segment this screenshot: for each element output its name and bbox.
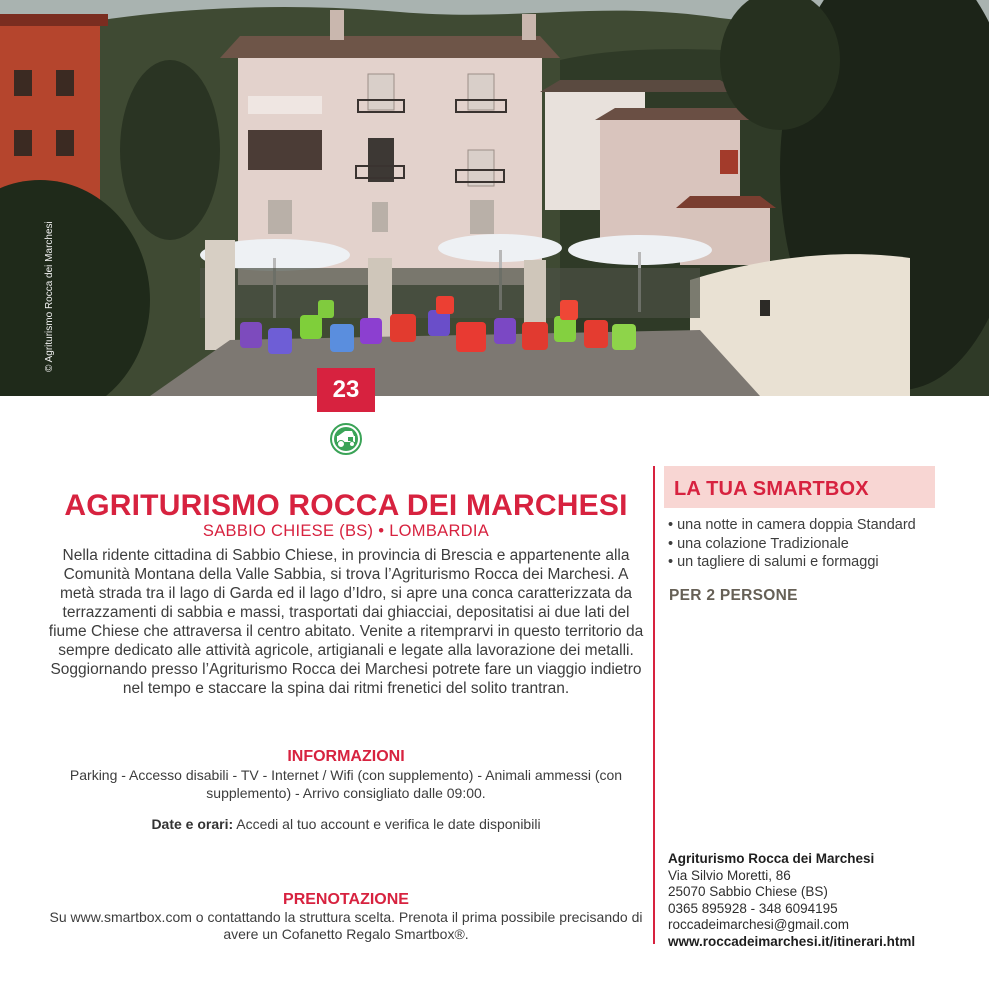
location-subtitle: SABBIO CHIESE (BS) • LOMBARDIA — [202, 522, 490, 540]
photo-agriturismo — [0, 0, 989, 396]
dates-line — [40, 815, 652, 833]
booking-heading: PRENOTAZIONE — [283, 891, 409, 908]
booking-text: Su www.smartbox.com o contattando la struttura scelta. Prenota il prima possibile precisando di avere un Cofanetto Regalo Smartbox®. — [49, 909, 643, 942]
smartbox-heading: LA TUA SMARTBOX — [674, 478, 869, 500]
persons-label: PER 2 PERSONE — [669, 587, 798, 604]
info-text: Parking - Accesso disabili - TV - Internet / Wifi (con supplemento) - Animali ammessi (con supplemento) - Arrivo consigliato dalle 09:00. — [69, 767, 623, 801]
info-section — [40, 748, 652, 833]
smartbox-header — [664, 466, 935, 508]
dates-text: Accedi al tuo account e verifica le date disponibili — [236, 816, 541, 832]
smartbox-items — [668, 516, 968, 572]
info-heading: INFORMAZIONI — [287, 748, 405, 765]
dates-label: Date e orari: — [151, 816, 234, 832]
contact-block — [668, 851, 968, 950]
description-text: Nella ridente cittadina di Sabbio Chiese, in provincia di Brescia e appartenente alla Comunità Montana della Valle Sabbia, si trova l’Agriturismo Rocca dei Marchesi. A metà strada tra il lago di Garda ed il lago d’Idro, si apre una conca caratterizzata da terrazzamenti di sabbia e massi, trasportati dai ghiacciai, depositatisi ai due lati del fiume Chiese che attraversa il centro abitato. Venite a ritemprarvi in questo territorio da sempre dedicato alle attività agricole, artigianali e legate alla lavorazione dei metalli. Soggiornando presso l’Agriturismo Rocca dei Marchesi potrete fare un viaggio indietro nel tempo e staccare la spina dai ritmi frenetici del solito trantran. — [48, 547, 644, 697]
contact-city: 25070 Sabbio Chiese (BS) — [668, 884, 828, 899]
farm-tractor-icon — [330, 423, 362, 455]
contact-website-link[interactable]: www.roccadeimarchesi.it/itinerari.html — [668, 933, 916, 949]
page-title: AGRITURISMO ROCCA DEI MARCHESI — [64, 489, 628, 522]
listing-number-badge: 23 — [317, 368, 375, 412]
list-item: • una colazione Tradizionale — [668, 535, 968, 554]
contact-phone: 0365 895928 - 348 6094195 — [668, 900, 838, 916]
photo-credit: © Agriturismo Rocca dei Marchesi — [44, 221, 55, 372]
contact-street: Via Silvio Moretti, 86 — [668, 867, 791, 883]
list-item: • un tagliere di salumi e formaggi — [668, 553, 968, 572]
hero-photo — [0, 0, 989, 396]
column-divider — [653, 466, 655, 944]
main-column — [40, 488, 652, 698]
contact-email[interactable]: roccadeimarchesi@gmail.com — [668, 917, 850, 932]
list-item: • una notte in camera doppia Standard — [668, 516, 968, 535]
contact-name: Agriturismo Rocca dei Marchesi — [668, 851, 875, 866]
booking-section — [40, 891, 652, 943]
